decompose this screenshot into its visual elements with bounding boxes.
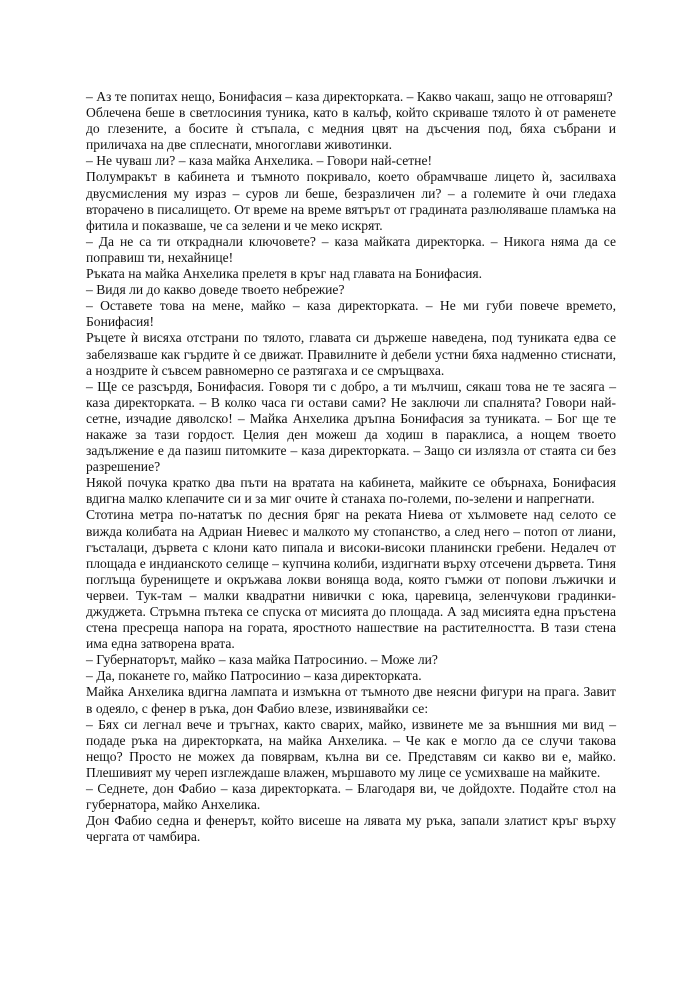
paragraph: – Да не са ти откраднали ключовете? – каза майката директорка. – Никога няма да се поправиш ти, нехайнице!	[86, 233, 616, 265]
paragraph: Ръцете ѝ висяха отстрани по тялото, главата си държеше наведена, под туниката едва се забелязваше как гърдите ѝ се движат. Правилните ѝ дебели устни бяха надменно стиснати, а ноздрите ѝ съвсем равномерно се разтягаха и се смръщваха.	[86, 330, 616, 378]
book-page	[86, 89, 616, 845]
paragraph: Някой почука кратко два пъти на вратата на кабинета, майките се обърнаха, Бонифасия вдигна малко клепачите си и за миг очите ѝ станаха по-големи, по-зелени и напрегнати.	[86, 475, 616, 507]
paragraph: – Ще се разсърдя, Бонифасия. Говоря ти с добро, а ти мълчиш, сякаш това не те засяга – каза директорката. – В колко часа ги остави сами? Не заключи ли спалнята? Говори най-сетне, изчадие дяволско! – Майка Анхелика дръпна Бонифасия за туниката. – Бог ще те накаже за тази гордост. Целия ден можеш да ходиш в параклиса, а нощем твоето задължение е да пазиш питомките – каза директорката. – Защо си излязла от стаята си без разрешение?	[86, 378, 616, 475]
paragraph: – Бях си легнал вече и тръгнах, както сварих, майко, извинете ме за външния ми вид – подаде ръка на директорката, на майка Анхелика. – Че как е могло да се случи такова нещо? Просто не можех да повярвам, кълна ви се. Представям си какво ви е, майко. Плешивият му череп изглеждаше влажен, мършавото му лице се усмихваше на майките.	[86, 716, 616, 780]
paragraph: – Губернаторът, майко – каза майка Патросинио. – Може ли?	[86, 652, 438, 668]
paragraph: Ръката на майка Анхелика прелетя в кръг над главата на Бонифасия.	[86, 266, 483, 282]
paragraph: Стотина метра по-нататък по десния бряг на реката Ниева от хълмовете над селото се вижда колибата на Адриан Ниевес и малкото му стопанство, а след него – потоп от лиани, гъсталаци, дърветa с клони като пипала и високи-високи планински гребени. Недалеч от площада е индианското селище – купчина колиби, издигнати върху отсечени дървета. Тиня поглъща буренищете и окръжава локви воняща вода, която гъмжи от попови лъжички и червеи. Тук-там – малки квадратни нивички с юка, царевица, зеленчукови градинки-джуджета. Стръмна пътека се спуска от мисията до площада. А зад мисията една пръстена стена пресреща напора на гората, яростното нашествие на растителността. В тази стена има една затворена врата.	[86, 507, 616, 652]
paragraph: – Да, поканете го, майко Патросинио – каза директорката.	[86, 668, 422, 684]
paragraph: – Оставете това на мене, майко – каза директорката. – Не ми губи повече времето, Бонифасия!	[86, 298, 616, 330]
paragraph: Майка Анхелика вдигна лампата и измъкна от тъмното две неясни фигури на прага. Завит в одеяло, с фенер в ръка, дон Фабио влезе, извинявайки се:	[86, 684, 616, 716]
paragraph: – Аз те попитах нещо, Бонифасия – каза директорката. – Какво чакаш, защо не отговаряш?	[86, 89, 613, 104]
paragraph: – Не чуваш ли? – каза майка Анхелика. – Говори най-сетне!	[86, 153, 433, 169]
paragraph: – Видя ли до какво доведе твоето небрежие?	[86, 282, 345, 298]
paragraph: Полумракът в кабинета и тъмното покривало, което обрамчваше лицето ѝ, засилваха двусмисления му израз – суров ли беше, безразличен ли? – а големите ѝ очи гледаха вторачено в писалището. От време на време вятърът от градината разлюляваше пламъка на фитила и показваше, че са зелени и че меко искрят.	[86, 169, 616, 233]
paragraph: Облечена беше в светлосиния туника, като в калъф, който скриваше тялото ѝ от раменете до глезените, а босите ѝ стъпала, с медния цвят на дъсчения под, бяха събрани и приличаха на две сплеснати, многоглави животинки.	[86, 105, 616, 153]
paragraph: Дон Фабио седна и фенерът, който висеше на лявата му ръка, запали златист кръг върху чергата от чамбира.	[86, 813, 616, 845]
paragraph: – Седнете, дон Фабио – каза директорката. – Благодаря ви, че дойдохте. Подайте стол на губернатора, майко Анхелика.	[86, 781, 616, 813]
